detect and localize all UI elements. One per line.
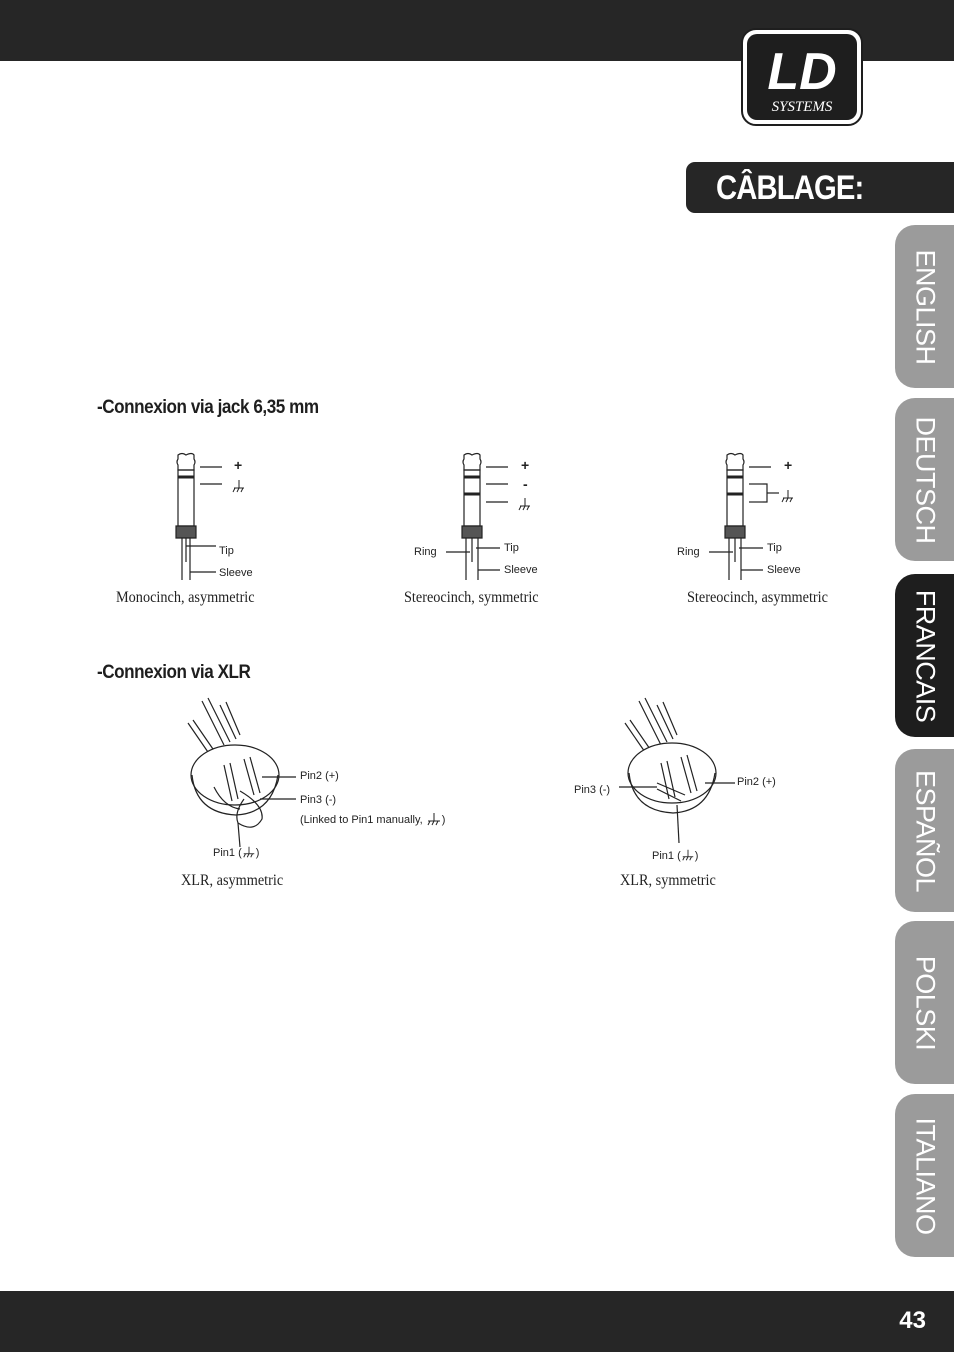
tab-francais[interactable]: [895, 574, 954, 737]
xlr-symmetric-caption: XLR, symmetric: [620, 872, 716, 889]
pin1-close: ): [694, 850, 699, 862]
tab-label: ENGLISH: [910, 248, 940, 365]
stereo-symmetric-caption: Stereocinch, symmetric: [404, 589, 539, 606]
tab-label: FRANCAIS: [910, 589, 940, 722]
svg-text:SYSTEMS: SYSTEMS: [771, 99, 833, 115]
minus-sign: -: [523, 476, 528, 492]
pin1-label: [652, 848, 698, 862]
svg-text:LD: LD: [767, 43, 837, 101]
tab-deutsch[interactable]: [895, 398, 954, 561]
stereo-asymmetric-caption: Stereocinch, asymmetric: [687, 589, 828, 606]
xlr-symmetric-diagram: [605, 695, 755, 855]
tab-polski[interactable]: [895, 921, 954, 1084]
bottom-bar: [0, 1291, 954, 1352]
pin1-close: ): [255, 847, 260, 859]
pin1-text: Pin1 (: [652, 850, 681, 862]
plus-sign: +: [234, 457, 243, 473]
tab-label: ESPAÑOL: [910, 769, 940, 892]
pin2-label: Pin2 (+): [737, 776, 776, 788]
plus-sign: +: [784, 457, 793, 473]
pin3-label: Pin3 (-): [300, 794, 337, 806]
pin1-text: Pin1 (: [213, 847, 242, 859]
ring-label: Ring: [677, 546, 700, 558]
linked-text: (Linked to Pin1 manually,: [300, 814, 423, 826]
tab-label: DEUTSCH: [910, 415, 940, 544]
tip-label: Tip: [504, 542, 519, 554]
tab-label: POLSKI: [910, 955, 940, 1050]
sleeve-label: Sleeve: [504, 564, 538, 576]
jack-heading: -Connexion via jack 6,35 mm: [97, 397, 319, 418]
ld-systems-logo: [740, 27, 864, 127]
pin2-label: Pin2 (+): [300, 770, 339, 782]
linked-note: [300, 812, 445, 826]
ground-icon: [681, 848, 695, 862]
pin3-label: Pin3 (-): [574, 784, 611, 796]
tab-espanol[interactable]: [895, 749, 954, 912]
page-number: 43: [899, 1307, 926, 1334]
sleeve-label: Sleeve: [767, 564, 801, 576]
mono-caption: Monocinch, asymmetric: [116, 589, 255, 606]
ring-label: Ring: [414, 546, 437, 558]
tab-italiano[interactable]: [895, 1094, 954, 1257]
section-title: CÂBLAGE:: [716, 169, 864, 207]
pin1-label: [213, 845, 259, 859]
plus-sign: +: [521, 457, 530, 473]
section-title-box: [686, 162, 954, 213]
mono-jack-diagram: [170, 450, 260, 585]
tab-english[interactable]: [895, 225, 954, 388]
tip-label: Tip: [767, 542, 782, 554]
ground-icon: [242, 845, 256, 859]
tip-label: Tip: [219, 545, 234, 557]
xlr-asymmetric-caption: XLR, asymmetric: [181, 872, 284, 889]
xlr-asymmetric-diagram: [180, 695, 310, 855]
linked-close: ): [441, 814, 446, 826]
xlr-heading: -Connexion via XLR: [97, 662, 251, 683]
sleeve-label: Sleeve: [219, 567, 253, 579]
ground-icon: [426, 812, 442, 826]
tab-label: ITALIANO: [910, 1116, 940, 1235]
